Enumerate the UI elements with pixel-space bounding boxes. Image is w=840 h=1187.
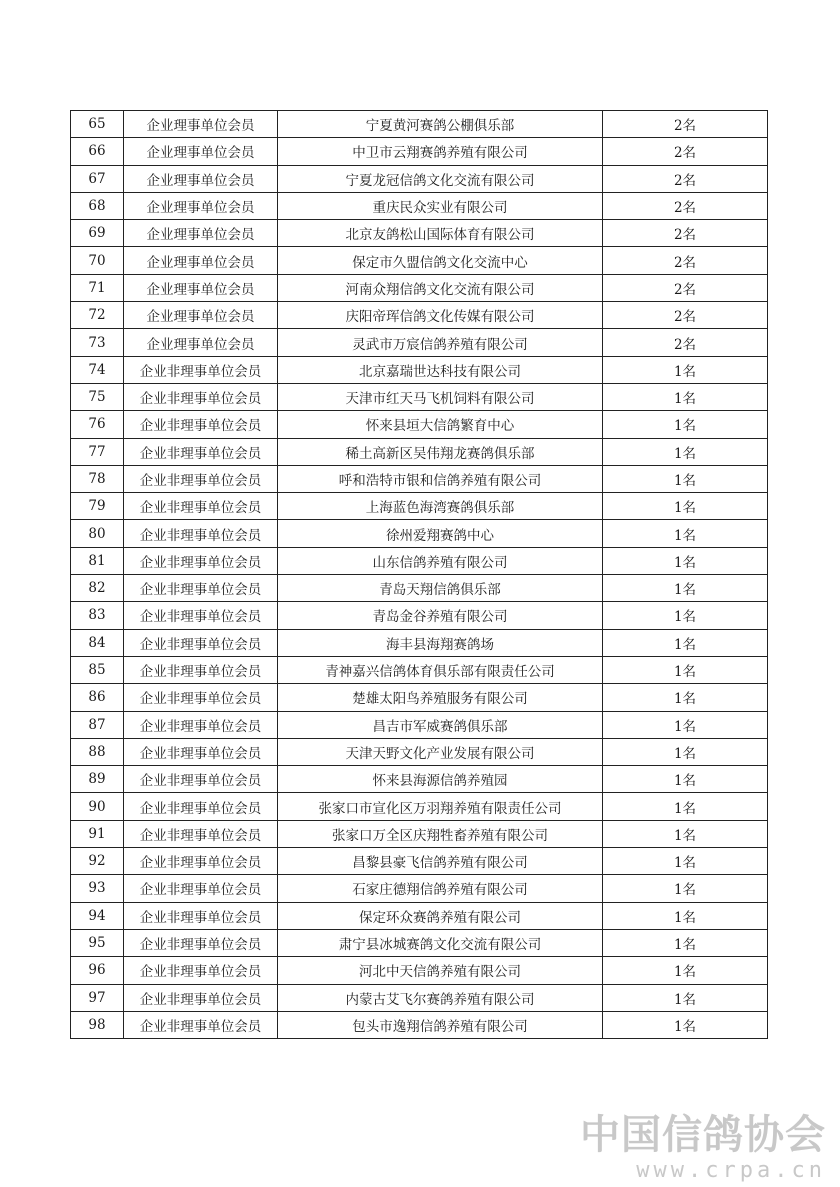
company-name-cell: 昌黎县豪飞信鸽养殖有限公司	[278, 848, 603, 875]
row-number-cell: 97	[71, 984, 124, 1011]
row-number-cell: 65	[71, 111, 124, 138]
table-row	[71, 793, 768, 820]
quota-cell: 1名	[603, 602, 768, 629]
row-number-cell: 71	[71, 274, 124, 301]
quota-cell: 1名	[603, 820, 768, 847]
member-table	[70, 110, 768, 1039]
member-type-cell: 企业非理事单位会员	[124, 766, 278, 793]
company-name-cell: 保定环众赛鸽养殖有限公司	[278, 902, 603, 929]
quota-cell: 1名	[603, 929, 768, 956]
member-type-cell: 企业理事单位会员	[124, 138, 278, 165]
row-number-cell: 77	[71, 438, 124, 465]
row-number-cell: 90	[71, 793, 124, 820]
table-row	[71, 138, 768, 165]
member-type-cell: 企业理事单位会员	[124, 192, 278, 219]
company-name-cell: 内蒙古艾飞尔赛鸽养殖有限公司	[278, 984, 603, 1011]
row-number-cell: 79	[71, 493, 124, 520]
quota-cell: 1名	[603, 547, 768, 574]
table-row	[71, 111, 768, 138]
table-row	[71, 493, 768, 520]
watermark-title: 中国信鸽协会	[580, 1112, 826, 1158]
member-type-cell: 企业非理事单位会员	[124, 984, 278, 1011]
watermark-url: www.crpa.cn	[636, 1158, 826, 1183]
quota-cell: 1名	[603, 656, 768, 683]
company-name-cell: 张家口市宣化区万羽翔养殖有限责任公司	[278, 793, 603, 820]
quota-cell: 1名	[603, 684, 768, 711]
member-type-cell: 企业理事单位会员	[124, 111, 278, 138]
quota-cell: 1名	[603, 1011, 768, 1038]
company-name-cell: 宁夏龙冠信鸽文化交流有限公司	[278, 165, 603, 192]
table-row	[71, 656, 768, 683]
company-name-cell: 海丰县海翔赛鸽场	[278, 629, 603, 656]
row-number-cell: 70	[71, 247, 124, 274]
row-number-cell: 95	[71, 929, 124, 956]
table-row	[71, 165, 768, 192]
row-number-cell: 93	[71, 875, 124, 902]
table-row	[71, 383, 768, 410]
table-row	[71, 1011, 768, 1038]
row-number-cell: 98	[71, 1011, 124, 1038]
table-row	[71, 766, 768, 793]
company-name-cell: 灵武市万宸信鸽养殖有限公司	[278, 329, 603, 356]
company-name-cell: 呼和浩特市银和信鸽养殖有限公司	[278, 465, 603, 492]
quota-cell: 2名	[603, 220, 768, 247]
table-row	[71, 575, 768, 602]
table-row	[71, 602, 768, 629]
company-name-cell: 宁夏黄河赛鸽公棚俱乐部	[278, 111, 603, 138]
table-row	[71, 438, 768, 465]
company-name-cell: 青岛金谷养殖有限公司	[278, 602, 603, 629]
member-type-cell: 企业非理事单位会员	[124, 520, 278, 547]
quota-cell: 1名	[603, 493, 768, 520]
quota-cell: 1名	[603, 875, 768, 902]
member-type-cell: 企业非理事单位会员	[124, 411, 278, 438]
company-name-cell: 张家口万全区庆翔牲畜养殖有限公司	[278, 820, 603, 847]
quota-cell: 1名	[603, 575, 768, 602]
member-type-cell: 企业非理事单位会员	[124, 629, 278, 656]
table-row	[71, 411, 768, 438]
row-number-cell: 96	[71, 957, 124, 984]
table-row	[71, 629, 768, 656]
row-number-cell: 94	[71, 902, 124, 929]
company-name-cell: 中卫市云翔赛鸽养殖有限公司	[278, 138, 603, 165]
quota-cell: 2名	[603, 274, 768, 301]
member-type-cell: 企业非理事单位会员	[124, 602, 278, 629]
company-name-cell: 山东信鸽养殖有限公司	[278, 547, 603, 574]
member-type-cell: 企业非理事单位会员	[124, 383, 278, 410]
row-number-cell: 88	[71, 738, 124, 765]
table-row	[71, 929, 768, 956]
company-name-cell: 河北中天信鸽养殖有限公司	[278, 957, 603, 984]
member-type-cell: 企业非理事单位会员	[124, 547, 278, 574]
quota-cell: 1名	[603, 465, 768, 492]
company-name-cell: 石家庄德翔信鸽养殖有限公司	[278, 875, 603, 902]
company-name-cell: 青神嘉兴信鸽体育俱乐部有限责任公司	[278, 656, 603, 683]
table-row	[71, 465, 768, 492]
quota-cell: 1名	[603, 738, 768, 765]
row-number-cell: 83	[71, 602, 124, 629]
table-row	[71, 274, 768, 301]
row-number-cell: 80	[71, 520, 124, 547]
member-type-cell: 企业非理事单位会员	[124, 711, 278, 738]
row-number-cell: 78	[71, 465, 124, 492]
table-row	[71, 247, 768, 274]
company-name-cell: 天津市红天马飞机饲料有限公司	[278, 383, 603, 410]
quota-cell: 2名	[603, 247, 768, 274]
watermark	[580, 1112, 826, 1184]
company-name-cell: 包头市逸翔信鸽养殖有限公司	[278, 1011, 603, 1038]
table-row	[71, 520, 768, 547]
row-number-cell: 86	[71, 684, 124, 711]
member-type-cell: 企业非理事单位会员	[124, 465, 278, 492]
row-number-cell: 82	[71, 575, 124, 602]
row-number-cell: 73	[71, 329, 124, 356]
row-number-cell: 69	[71, 220, 124, 247]
table-row	[71, 220, 768, 247]
table-row	[71, 984, 768, 1011]
row-number-cell: 76	[71, 411, 124, 438]
company-name-cell: 徐州爱翔赛鸽中心	[278, 520, 603, 547]
member-type-cell: 企业非理事单位会员	[124, 356, 278, 383]
member-type-cell: 企业非理事单位会员	[124, 820, 278, 847]
quota-cell: 1名	[603, 793, 768, 820]
member-type-cell: 企业非理事单位会员	[124, 684, 278, 711]
quota-cell: 2名	[603, 138, 768, 165]
quota-cell: 2名	[603, 192, 768, 219]
quota-cell: 1名	[603, 848, 768, 875]
quota-cell: 1名	[603, 984, 768, 1011]
row-number-cell: 89	[71, 766, 124, 793]
quota-cell: 1名	[603, 902, 768, 929]
member-type-cell: 企业非理事单位会员	[124, 738, 278, 765]
company-name-cell: 肃宁县冰城赛鸽文化交流有限公司	[278, 929, 603, 956]
quota-cell: 2名	[603, 329, 768, 356]
company-name-cell: 稀土高新区吴伟翔龙赛鸽俱乐部	[278, 438, 603, 465]
member-type-cell: 企业理事单位会员	[124, 247, 278, 274]
row-number-cell: 92	[71, 848, 124, 875]
quota-cell: 1名	[603, 629, 768, 656]
member-type-cell: 企业非理事单位会员	[124, 929, 278, 956]
member-type-cell: 企业非理事单位会员	[124, 1011, 278, 1038]
quota-cell: 1名	[603, 520, 768, 547]
row-number-cell: 85	[71, 656, 124, 683]
quota-cell: 2名	[603, 302, 768, 329]
row-number-cell: 66	[71, 138, 124, 165]
member-type-cell: 企业非理事单位会员	[124, 575, 278, 602]
member-table-body	[71, 111, 768, 1039]
company-name-cell: 庆阳帝珲信鸽文化传媒有限公司	[278, 302, 603, 329]
member-type-cell: 企业理事单位会员	[124, 302, 278, 329]
company-name-cell: 上海蓝色海湾赛鸽俱乐部	[278, 493, 603, 520]
table-row	[71, 711, 768, 738]
member-type-cell: 企业非理事单位会员	[124, 848, 278, 875]
company-name-cell: 楚雄太阳鸟养殖服务有限公司	[278, 684, 603, 711]
row-number-cell: 87	[71, 711, 124, 738]
table-row	[71, 848, 768, 875]
table-row	[71, 329, 768, 356]
company-name-cell: 保定市久盟信鸽文化交流中心	[278, 247, 603, 274]
member-type-cell: 企业非理事单位会员	[124, 793, 278, 820]
company-name-cell: 北京友鸽松山国际体育有限公司	[278, 220, 603, 247]
row-number-cell: 67	[71, 165, 124, 192]
quota-cell: 1名	[603, 957, 768, 984]
company-name-cell: 北京嘉瑞世达科技有限公司	[278, 356, 603, 383]
row-number-cell: 68	[71, 192, 124, 219]
row-number-cell: 84	[71, 629, 124, 656]
member-type-cell: 企业非理事单位会员	[124, 875, 278, 902]
table-row	[71, 356, 768, 383]
company-name-cell: 青岛天翔信鸽俱乐部	[278, 575, 603, 602]
member-type-cell: 企业非理事单位会员	[124, 438, 278, 465]
table-row	[71, 302, 768, 329]
table-row	[71, 738, 768, 765]
quota-cell: 1名	[603, 438, 768, 465]
table-row	[71, 957, 768, 984]
quota-cell: 1名	[603, 411, 768, 438]
quota-cell: 2名	[603, 111, 768, 138]
member-type-cell: 企业理事单位会员	[124, 220, 278, 247]
member-type-cell: 企业理事单位会员	[124, 329, 278, 356]
company-name-cell: 怀来县垣大信鸽繁育中心	[278, 411, 603, 438]
member-type-cell: 企业非理事单位会员	[124, 902, 278, 929]
quota-cell: 1名	[603, 766, 768, 793]
table-row	[71, 875, 768, 902]
member-type-cell: 企业非理事单位会员	[124, 493, 278, 520]
table-row	[71, 192, 768, 219]
table-row	[71, 902, 768, 929]
table-row	[71, 820, 768, 847]
company-name-cell: 重庆民众实业有限公司	[278, 192, 603, 219]
table-row	[71, 684, 768, 711]
table-row	[71, 547, 768, 574]
company-name-cell: 天津天野文化产业发展有限公司	[278, 738, 603, 765]
member-type-cell: 企业非理事单位会员	[124, 656, 278, 683]
member-type-cell: 企业理事单位会员	[124, 274, 278, 301]
quota-cell: 1名	[603, 383, 768, 410]
row-number-cell: 81	[71, 547, 124, 574]
member-type-cell: 企业理事单位会员	[124, 165, 278, 192]
row-number-cell: 72	[71, 302, 124, 329]
company-name-cell: 怀来县海源信鸽养殖园	[278, 766, 603, 793]
row-number-cell: 91	[71, 820, 124, 847]
row-number-cell: 75	[71, 383, 124, 410]
row-number-cell: 74	[71, 356, 124, 383]
quota-cell: 2名	[603, 165, 768, 192]
quota-cell: 1名	[603, 356, 768, 383]
member-type-cell: 企业非理事单位会员	[124, 957, 278, 984]
company-name-cell: 河南众翔信鸽文化交流有限公司	[278, 274, 603, 301]
quota-cell: 1名	[603, 711, 768, 738]
company-name-cell: 昌吉市军威赛鸽俱乐部	[278, 711, 603, 738]
